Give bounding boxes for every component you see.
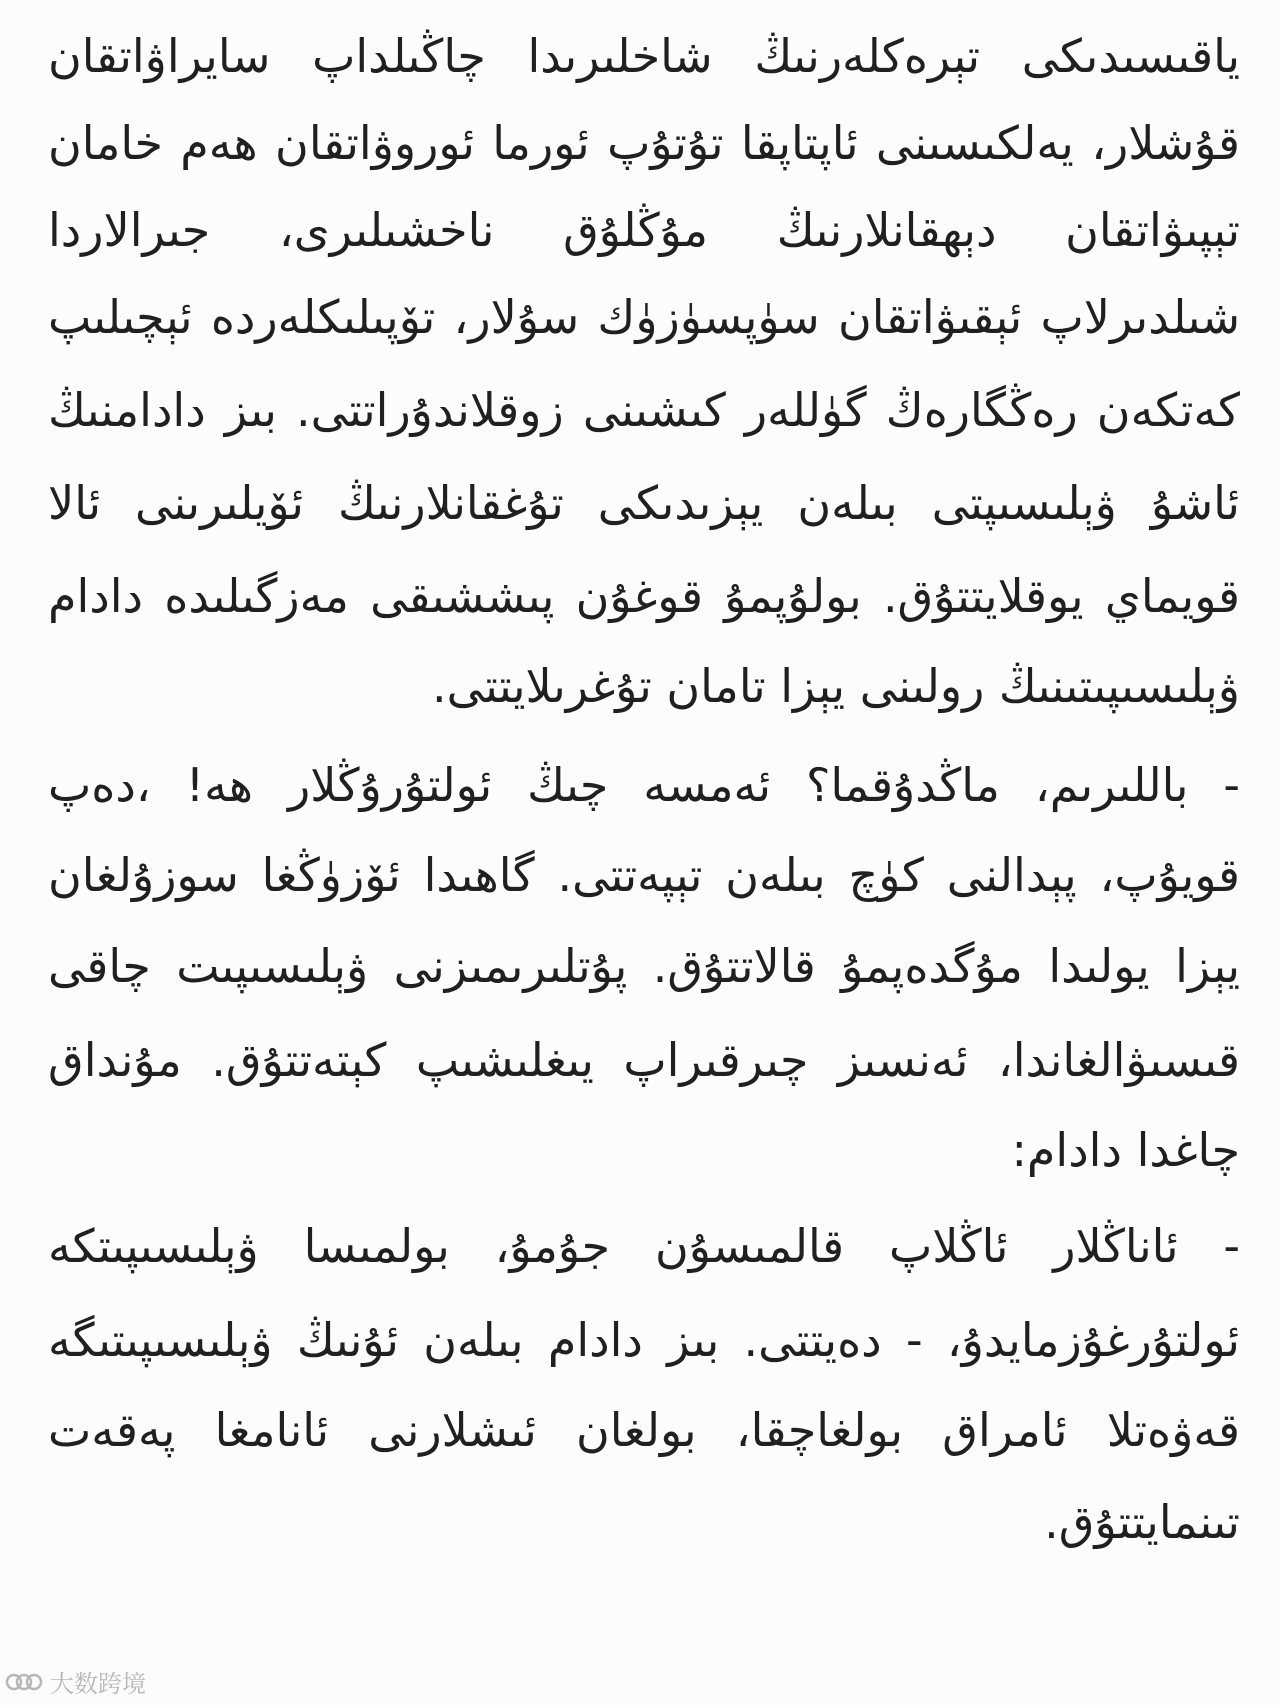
- text-line-16: قەۋەتلا ئامراق بولغاچقا، بولغان ئىشلارنى ئانامغا پەقەت: [48, 1403, 1240, 1457]
- text-line-8: ۋېلىسىپىتىنىڭ رولىنى يېزا تامان تۇغرىلايتتى.: [431, 659, 1240, 713]
- watermark: [4, 1664, 146, 1699]
- text-line-7: قويماي يوقلايتتۇق. بولۇپمۇ قوغۇن پىششىقى مەزگىلىدە دادام: [48, 569, 1240, 623]
- text-line-11: يېزا يولىدا مۇگدەپمۇ قالاتتۇق. پۇتلىرىمىزنى ۋېلىسىپىت چاقى: [48, 939, 1240, 993]
- text-line-15: ئولتۇرغۇزمايدۇ، - دەيتتى. بىز دادام بىلەن ئۇنىڭ ۋېلىسىپىتىگە: [48, 1313, 1240, 1367]
- text-line-14: - ئاناڭلار ئاڭلاپ قالمىسۇن جۇمۇ، بولمىسا ۋېلىسىپىتكە: [48, 1219, 1240, 1273]
- chain-logo-icon: [4, 1670, 44, 1694]
- text-line-12: قىسىۋالغاندا، ئەنسىز چىرقىراپ يىغلىشىپ كېتەتتۇق. مۇنداق: [48, 1033, 1240, 1087]
- text-line-9: - باللىرىم، ماڭدۇقما؟ ئەمسە چىڭ ئولتۇرۇڭلار ھە! ،دەپ: [48, 758, 1240, 812]
- text-line-4: شىلدىرلاپ ئېقىۋاتقان سۈپسۈزۈك سۇلار، تۆپىلىكلەردە ئېچىلىپ: [48, 290, 1240, 344]
- text-line-2: قۇشلار، يەلكىسىنى ئاپتاپقا تۇتۇپ ئورما ئوروۋاتقان ھەم خامان: [48, 116, 1240, 170]
- text-line-10: قويۇپ، پېدالنى كۈچ بىلەن تېپەتتى. گاھىدا ئۆزۈڭغا سوزۇلغان: [48, 848, 1240, 902]
- text-line-3: تېپىۋاتقان دېھقانلارنىڭ مۇڭلۇق ناخشىلىرى، جىرالاردا: [48, 203, 1240, 257]
- text-line-13: چاغدا دادام:: [1011, 1123, 1240, 1177]
- watermark-text: 大数跨境: [50, 1670, 146, 1698]
- text-line-17: تىنمايتتۇق.: [1044, 1495, 1240, 1549]
- text-line-6: ئاشۇ ۋېلىسىپتى بىلەن يېزىدىكى تۇغقانلارنىڭ ئۆيلىرىنى ئالا: [48, 476, 1240, 530]
- text-line-5: كەتكەن رەڭگارەڭ گۈللەر كىشىنى زوقلاندۇراتتى. بىز دادامنىڭ: [48, 383, 1240, 437]
- text-line-1: ياقىسىدىكى تېرەكلەرنىڭ شاخلىرىدا چاڭىلداپ سايراۋاتقان: [48, 29, 1240, 83]
